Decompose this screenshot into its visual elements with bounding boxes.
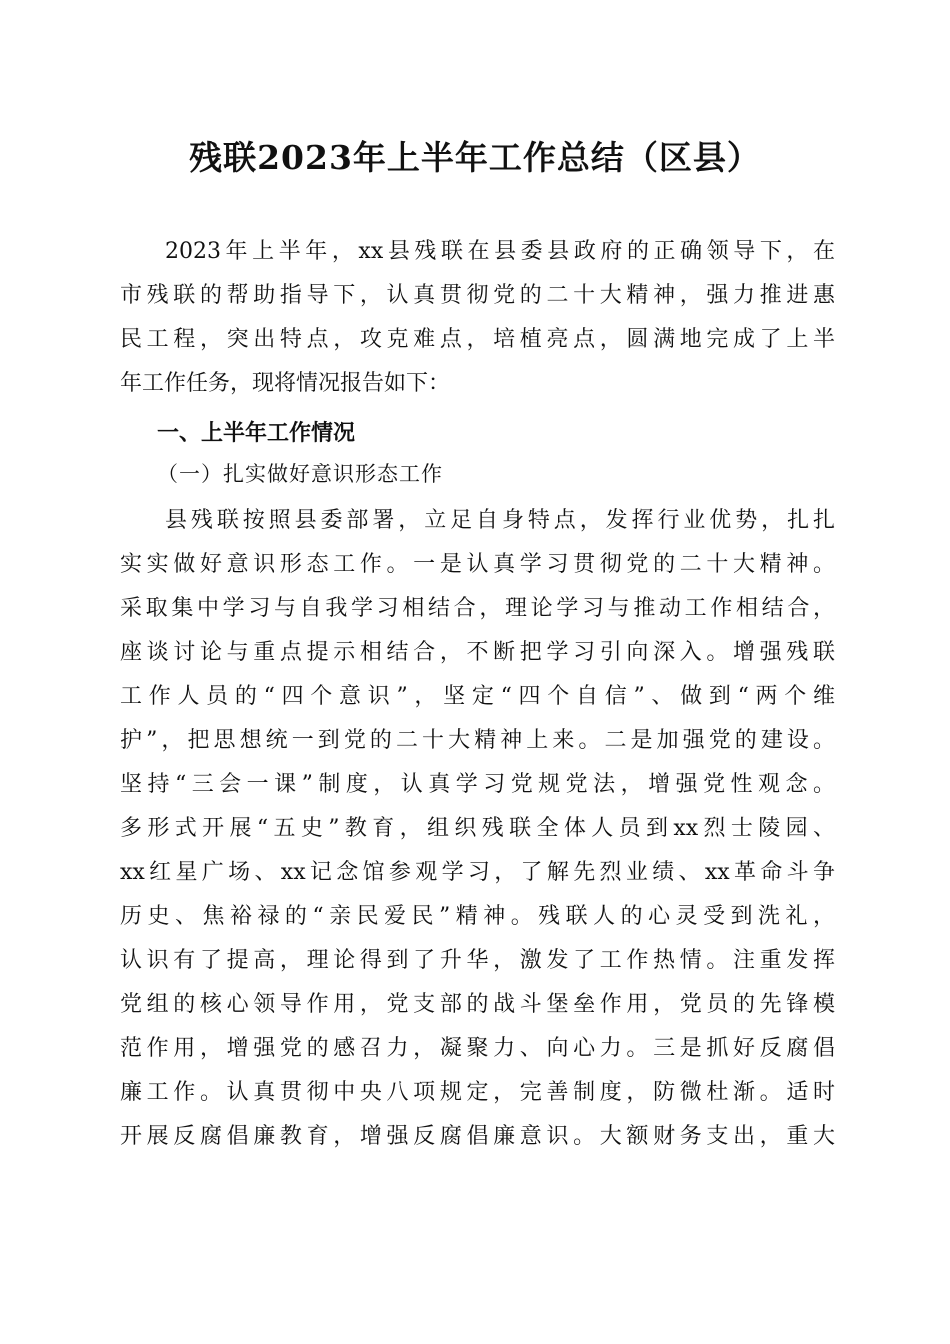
document-title: 残联2023年上半年工作总结（区县） [189, 138, 761, 177]
body-line: 开展反腐倡廉教育，增强反腐倡廉意识。大额财务支出，重大 [120, 1124, 835, 1149]
body-line: xx红星广场、xx记念馆参观学习，了解先烈业绩、xx革命斗争 [120, 860, 835, 885]
body-line: 坚持“三会一课”制度，认真学习党规党法，增强党性观念。 [120, 772, 835, 797]
body-line: 护”，把思想统一到党的二十大精神上来。二是加强党的建设。 [120, 728, 835, 753]
intro-line: 市残联的帮助指导下，认真贯彻党的二十大精神，强力推进惠 [120, 283, 835, 308]
body-line: 工作人员的“四个意识”，坚定“四个自信”、做到“两个维 [120, 684, 835, 709]
body-line: 座谈讨论与重点提示相结合，不断把学习引向深入。增强残联 [120, 640, 835, 665]
body-line: 认识有了提高，理论得到了升华，激发了工作热情。注重发挥 [120, 948, 835, 973]
body-line: 历史、焦裕禄的“亲民爱民”精神。残联人的心灵受到洗礼， [120, 904, 835, 929]
body-line: 范作用，增强党的感召力，凝聚力、向心力。三是抓好反腐倡 [120, 1036, 835, 1061]
body-line: 采取集中学习与自我学习相结合，理论学习与推动工作相结合， [120, 596, 835, 621]
body-line: 多形式开展“五史”教育，组织残联全体人员到xx烈士陵园、 [120, 816, 835, 841]
subsection-heading: （一）扎实做好意识形态工作 [157, 462, 443, 486]
body-line: 廉工作。认真贯彻中央八项规定，完善制度，防微杜渐。适时 [120, 1080, 835, 1105]
body-line: 实实做好意识形态工作。一是认真学习贯彻党的二十大精神。 [120, 552, 835, 577]
section-heading: 一、上半年工作情况 [157, 421, 356, 446]
intro-line: 年工作任务，现将情况报告如下： [120, 371, 451, 396]
intro-line: 2023年上半年，xx县残联在县委县政府的正确领导下，在 [165, 239, 835, 264]
intro-line: 民工程，突出特点，攻克难点，培植亮点，圆满地完成了上半 [120, 327, 835, 352]
body-line: 县残联按照县委部署，立足自身特点，发挥行业优势，扎扎 [165, 508, 835, 533]
body-line: 党组的核心领导作用，党支部的战斗堡垒作用，党员的先锋模 [120, 992, 835, 1017]
